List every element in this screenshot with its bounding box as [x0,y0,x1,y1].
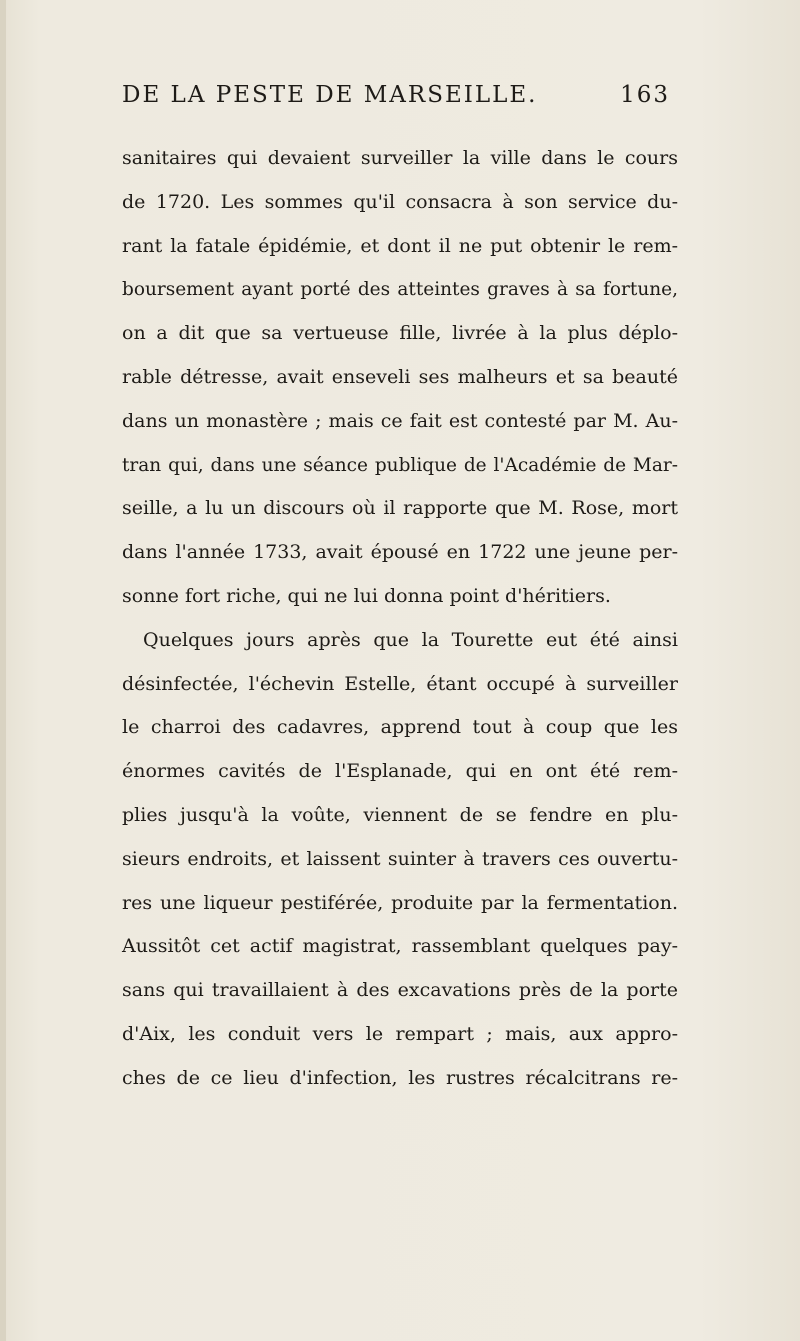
text-line: d'Aix, les conduit vers le rempart ; mais, aux appro- [122,1022,678,1045]
text-line: sonne fort riche, qui ne lui donna point d'héritiers. [122,584,611,607]
text-line: le charroi des cadavres, apprend tout à coup que les [122,716,678,739]
body-text [122,137,678,1101]
text-line: on a dit que sa vertueuse fille, livrée à la plus déplo- [122,322,678,345]
text-line: plies jusqu'à la voûte, viennent de se fendre en plu- [122,803,678,826]
text-line: rable détresse, avait enseveli ses malheurs et sa beauté [122,365,678,388]
text-line: désinfectée, l'échevin Estelle, étant occupé à surveiller [122,672,678,695]
page-header [122,82,670,122]
running-title: DE LA PESTE DE MARSEILLE. [122,82,538,108]
text-line: Aussitôt cet actif magistrat, rassemblant quelques pay- [122,935,678,958]
page-number: 163 [620,82,670,108]
text-line: dans un monastère ; mais ce fait est contesté par M. Au- [122,409,678,432]
text-line: sieurs endroits, et laissent suinter à travers ces ouvertu- [122,847,678,870]
page-edge [0,0,6,1341]
text-line: de 1720. Les sommes qu'il consacra à son service du- [122,190,678,213]
text-line: dans l'année 1733, avait épousé en 1722 une jeune per- [122,541,678,564]
text-line: rant la fatale épidémie, et dont il ne put obtenir le rem- [122,234,678,257]
text-line: ches de ce lieu d'infection, les rustres récalcitrans re- [122,1066,678,1089]
text-line: boursement ayant porté des atteintes graves à sa fortune, [122,279,678,301]
paragraph-start-line: Quelques jours après que la Tourette eut été ainsi [143,628,678,651]
text-line: tran qui, dans une séance publique de l'Académie de Mar- [122,454,678,476]
text-line: énormes cavités de l'Esplanade, qui en ont été rem- [122,760,678,783]
text-line: sanitaires qui devaient surveiller la ville dans le cours [122,147,678,169]
text-line: sans qui travaillaient à des excavations près de la porte [122,979,678,1002]
text-line: res une liqueur pestiférée, produite par la fermentation. [122,891,678,914]
text-line: seille, a lu un discours où il rapporte que M. Rose, mort [122,497,678,520]
